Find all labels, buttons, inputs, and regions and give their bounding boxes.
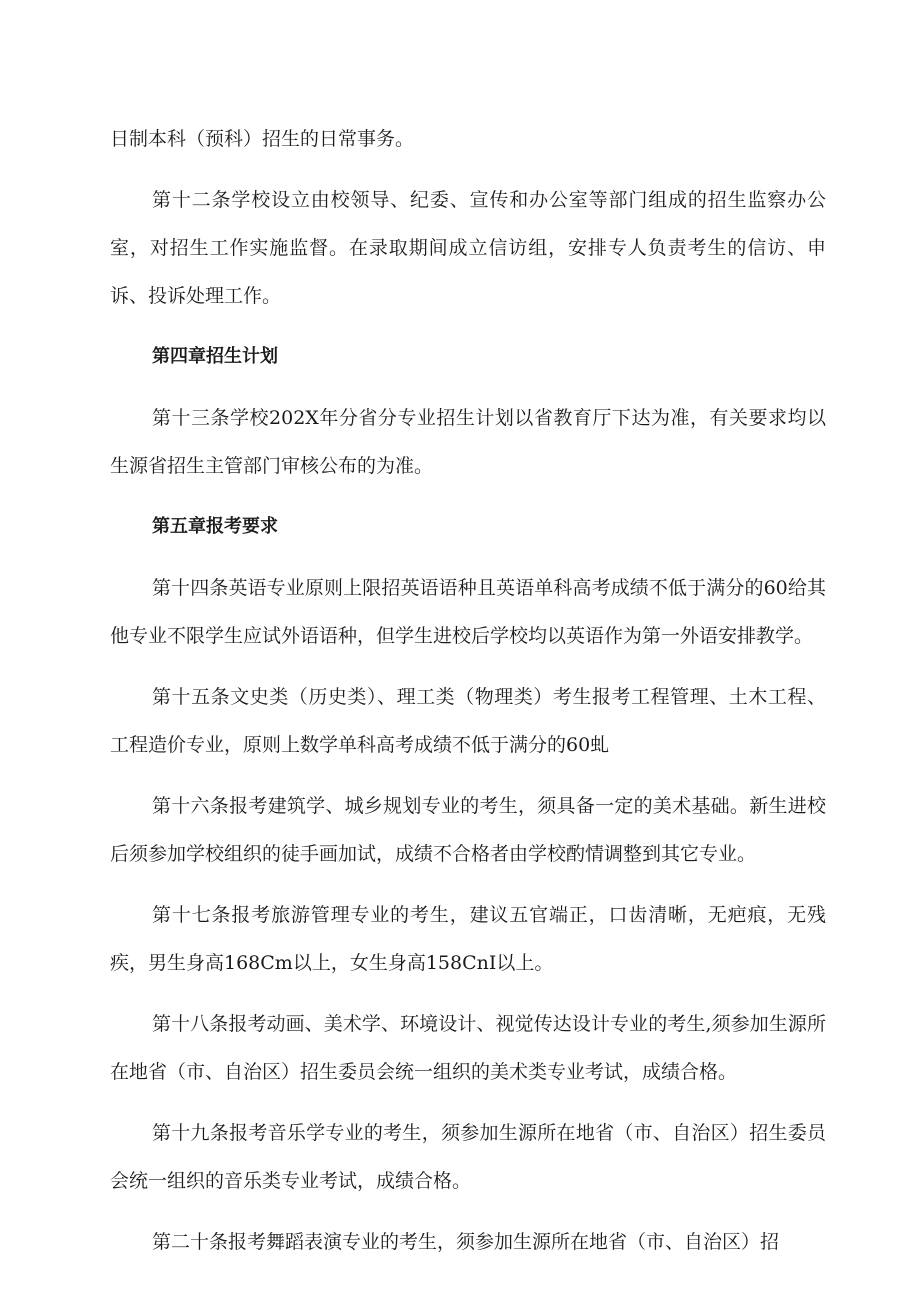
chapter-5-heading: 第五章报考要求 xyxy=(152,516,278,537)
article-18-paragraph: 第十八条报考动画、美术学、环境设计、视觉传达设计专业的考生,须参加生源所在地省（市、自治区）招生委员会统一组织的美术类专业考试，成绩合格。 xyxy=(110,1013,826,1083)
article-20-paragraph: 第二十条报考舞蹈表演专业的考生，须参加生源所在地省（市、自治区）招 xyxy=(152,1231,780,1253)
article-14-paragraph: 第十四条英语专业原则上限招英语语种且英语单科高考成绩不低于满分的60给其他专业不限学生应试外语语种，但学生进校后学校均以英语作为第一外语安排教学。 xyxy=(110,577,826,647)
paragraph-continuation: 日制本科（预科）招生的日常事务。 xyxy=(110,128,415,150)
article-17-paragraph: 第十七条报考旅游管理专业的考生，建议五官端正，口齿清晰，无疤痕，无残疾，男生身高168Cm以上，女生身高158CnI以上。 xyxy=(110,904,826,974)
chapter-4-heading: 第四章招生计划 xyxy=(152,346,278,367)
article-16-paragraph: 第十六条报考建筑学、城乡规划专业的考生，须具备一定的美术基础。新生进校后须参加学校组织的徒手画加试，成绩不合格者由学校酌情调整到其它专业。 xyxy=(110,795,826,865)
article-15-paragraph: 第十五条文史类（历史类）、理工类（物理类）考生报考工程管理、土木工程、工程造价专业，原则上数学单科高考成绩不低于满分的60虬 xyxy=(110,686,826,756)
article-19-paragraph: 第十九条报考音乐学专业的考生，须参加生源所在地省（市、自治区）招生委员会统一组织的音乐类专业考试，成绩合格。 xyxy=(110,1122,826,1192)
article-12-paragraph: 第十二条学校设立由校领导、纪委、宣传和办公室等部门组成的招生监察办公室，对招生工作实施监督。在录取期间成立信访组，安排专人负责考生的信访、申诉、投诉处理工作。 xyxy=(110,189,826,307)
article-13-paragraph: 第十三条学校202X年分省分专业招生计划以省教育厅下达为准，有关要求均以生源省招生主管部门审核公布的为准。 xyxy=(110,407,826,477)
document-body xyxy=(110,115,826,1279)
